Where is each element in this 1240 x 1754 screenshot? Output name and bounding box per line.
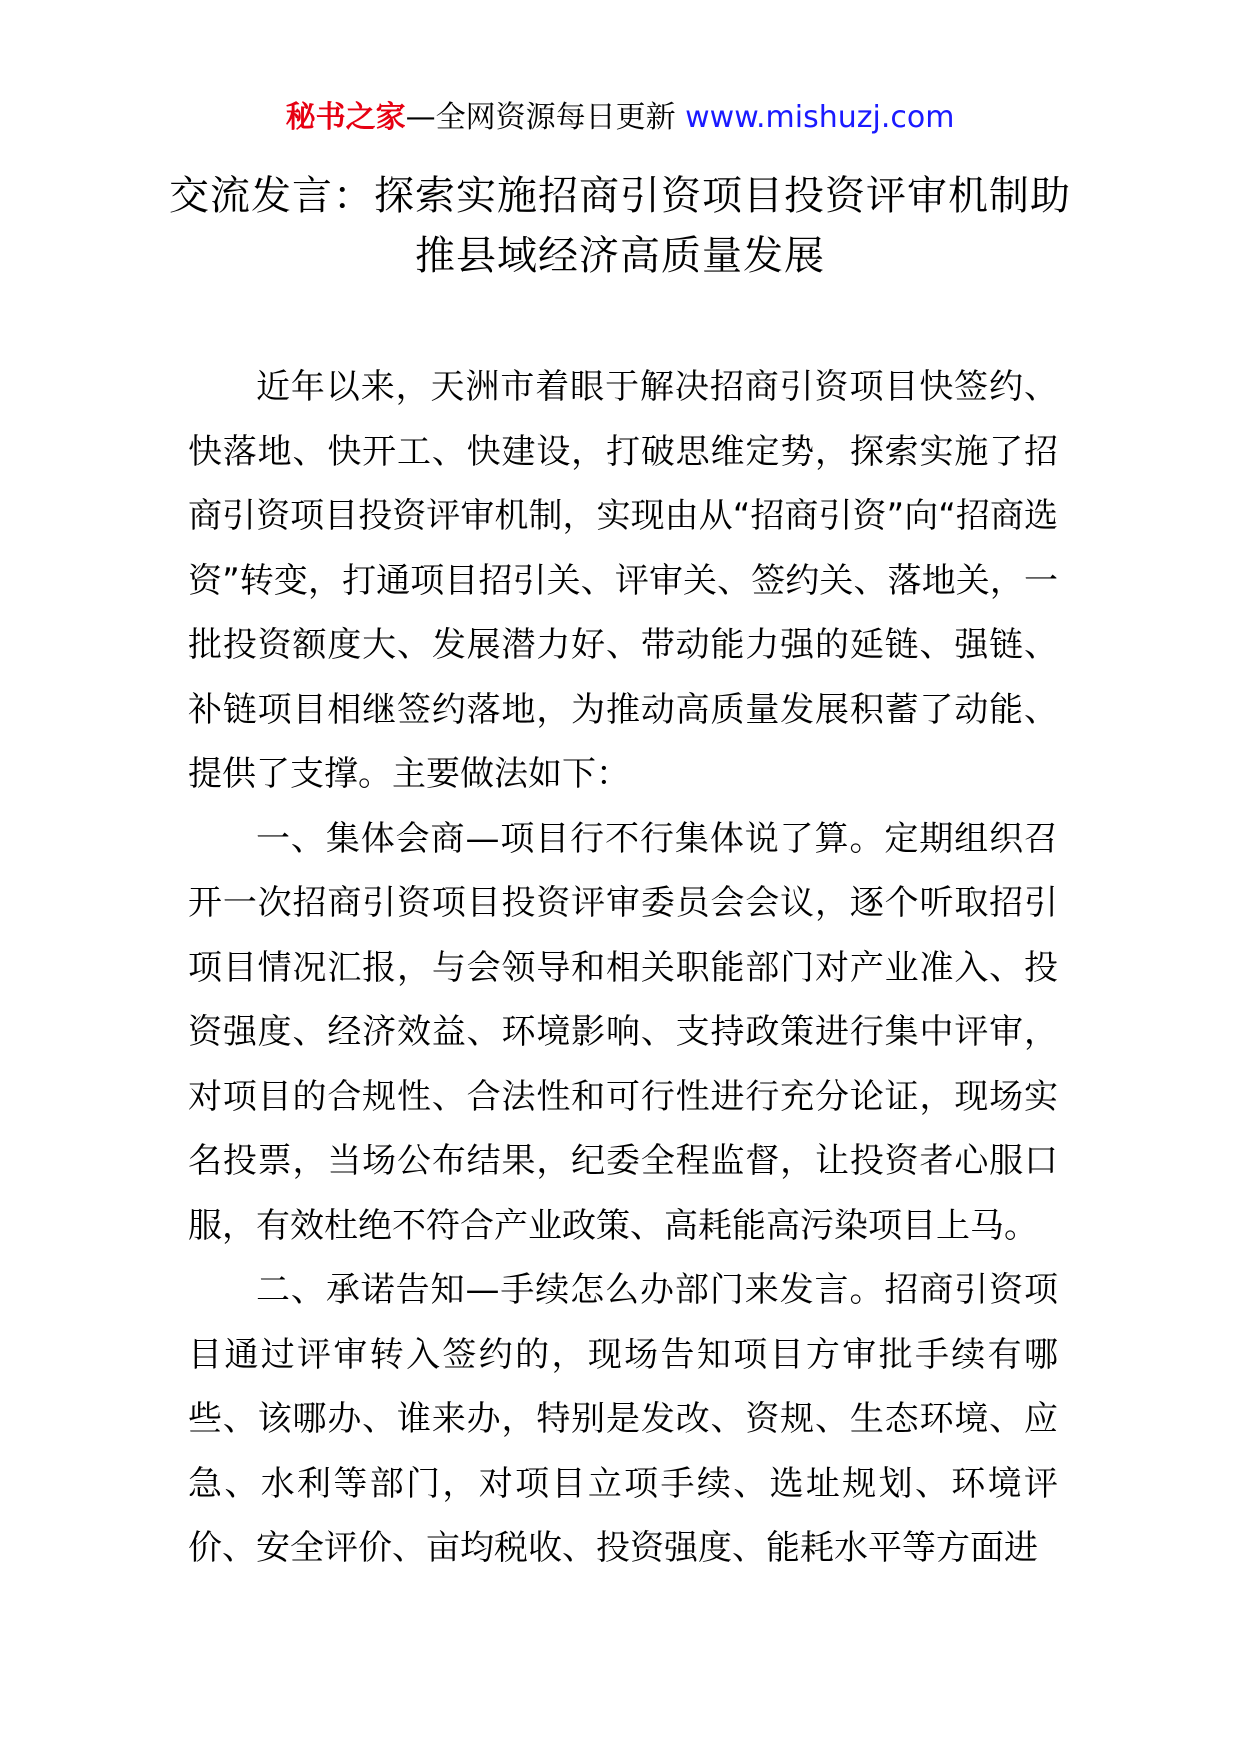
site-header <box>0 98 1240 138</box>
document-body <box>188 355 1058 1581</box>
body-paragraph: 一、集体会商—项目行不行集体说了算。定期组织召开一次招商引资项目投资评审委员会会议，逐个听取招引项目情况汇报，与会领导和相关职能部门对产业准入、投资强度、经济效益、环境影响、支持政策进行集中评审，对项目的合规性、合法性和可行性进行充分论证，现场实名投票，当场公布结果，纪委全程监督，让投资者心服口服，有效杜绝不符合产业政策、高耗能高污染项目上马。 <box>188 818 1058 1246</box>
body-paragraph: 近年以来，天洲市着眼于解决招商引资项目快签约、快落地、快开工、快建设，打破思维定势，探索实施了招商引资项目投资评审机制，实现由从“招商引资”向“招商选资”转变，打通项目招引关、评审关、签约关、落地关，一批投资额度大、发展潜力好、带动能力强的延链、强链、补链项目相继签约落地，为推动高质量发展积蓄了动能、提供了支撑。主要做法如下： <box>188 367 1058 794</box>
body-paragraph: 二、承诺告知—手续怎么办部门来发言。招商引资项目通过评审转入签约的，现场告知项目方审批手续有哪些、该哪办、谁来办，特别是发改、资规、生态环境、应急、水利等部门，对项目立项手续、选址规划、环境评价、安全评价、亩均税收、投资强度、能耗水平等方面进 <box>188 1270 1058 1568</box>
site-url-link[interactable]: www.mishuzj.com <box>685 100 955 135</box>
document-title: 交流发言：探索实施招商引资项目投资评审机制助推县域经济高质量发展 <box>169 173 1071 279</box>
site-brand: 秘书之家 <box>285 100 406 135</box>
site-tagline: —全网资源每日更新 <box>405 100 676 135</box>
